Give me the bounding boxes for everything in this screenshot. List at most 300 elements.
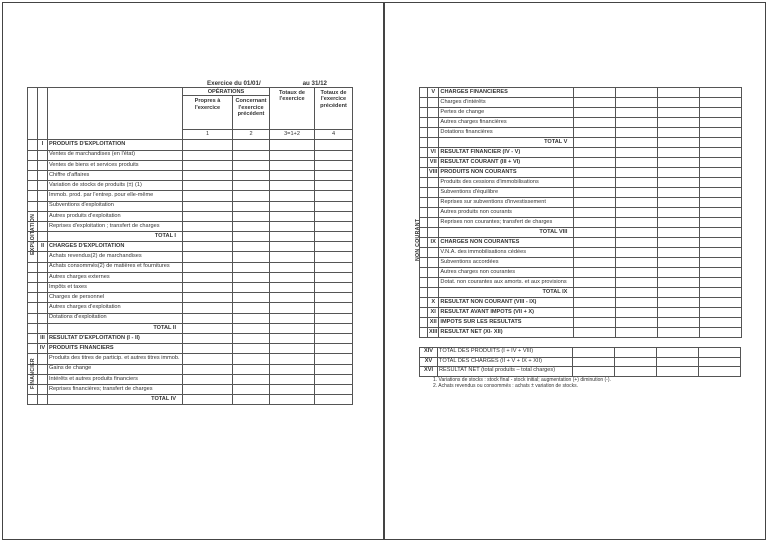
value-cell[interactable]: [315, 293, 353, 303]
left-rows: [28, 140, 353, 405]
value-cell[interactable]: [270, 252, 315, 262]
value-cell[interactable]: [574, 198, 616, 208]
value-cell[interactable]: [658, 288, 700, 298]
value-cell[interactable]: [616, 228, 658, 238]
value-cell[interactable]: [270, 313, 315, 323]
value-cell[interactable]: [574, 288, 616, 298]
table-row: [28, 160, 353, 170]
value-cell[interactable]: [616, 278, 658, 288]
right-page: [384, 2, 766, 540]
value-cell[interactable]: [700, 288, 742, 298]
value-cell[interactable]: [700, 138, 742, 148]
value-cell[interactable]: [233, 272, 270, 282]
value-cell[interactable]: [615, 367, 657, 377]
value-cell[interactable]: [616, 158, 658, 168]
value-cell[interactable]: [183, 395, 233, 405]
value-cell[interactable]: [233, 374, 270, 384]
value-cell[interactable]: [574, 128, 616, 138]
value-cell[interactable]: [700, 228, 742, 238]
value-cell[interactable]: [616, 308, 658, 318]
value-cell[interactable]: [616, 298, 658, 308]
table-row: [420, 218, 742, 228]
roman-numeral: IV: [38, 344, 48, 354]
value-cell[interactable]: [233, 344, 270, 354]
value-cell[interactable]: [658, 278, 700, 288]
value-cell[interactable]: [616, 318, 658, 328]
value-cell[interactable]: [700, 148, 742, 158]
roman-numeral: [428, 258, 439, 268]
value-cell[interactable]: [315, 262, 353, 272]
value-cell[interactable]: [658, 188, 700, 198]
value-cell[interactable]: [183, 283, 233, 293]
value-cell[interactable]: [700, 158, 742, 168]
row-label: RESULTAT AVANT IMPOTS (VII + X): [439, 308, 574, 318]
value-cell[interactable]: [616, 108, 658, 118]
value-cell[interactable]: [700, 218, 742, 228]
value-cell[interactable]: [183, 201, 233, 211]
table-row: [28, 313, 353, 323]
side-label-exploitation: EXPLOITATION: [30, 213, 36, 255]
value-cell[interactable]: [183, 232, 233, 242]
value-cell[interactable]: [573, 348, 615, 358]
roman-numeral: [38, 181, 48, 191]
value-cell[interactable]: [616, 88, 658, 98]
value-cell[interactable]: [270, 293, 315, 303]
income-statement-table-right: [419, 87, 742, 338]
value-cell[interactable]: [270, 181, 315, 191]
value-cell[interactable]: [658, 108, 700, 118]
roman-numeral: [428, 138, 439, 148]
value-cell[interactable]: [616, 328, 658, 338]
value-cell[interactable]: [616, 208, 658, 218]
value-cell[interactable]: [700, 188, 742, 198]
value-cell[interactable]: [574, 308, 616, 318]
value-cell[interactable]: [183, 272, 233, 282]
left-page: [2, 2, 384, 540]
value-cell[interactable]: [270, 140, 315, 150]
value-cell[interactable]: [315, 221, 353, 231]
value-cell[interactable]: [616, 138, 658, 148]
value-cell[interactable]: [574, 238, 616, 248]
value-cell[interactable]: [700, 108, 742, 118]
value-cell[interactable]: [233, 252, 270, 262]
row-label: Gains de change: [48, 364, 183, 374]
value-cell[interactable]: [233, 293, 270, 303]
value-cell[interactable]: [270, 395, 315, 405]
row-label: Subventions accordées: [439, 258, 574, 268]
value-cell[interactable]: [233, 262, 270, 272]
value-cell[interactable]: [270, 384, 315, 394]
roman-numeral: [38, 211, 48, 221]
value-cell[interactable]: [183, 323, 233, 333]
value-cell[interactable]: [233, 303, 270, 313]
value-cell[interactable]: [574, 258, 616, 268]
value-cell[interactable]: [700, 328, 742, 338]
value-cell[interactable]: [315, 160, 353, 170]
value-cell[interactable]: [315, 323, 353, 333]
value-cell[interactable]: [616, 148, 658, 158]
value-cell[interactable]: [573, 357, 615, 367]
value-cell[interactable]: [658, 98, 700, 108]
value-cell[interactable]: [700, 258, 742, 268]
value-cell[interactable]: [658, 218, 700, 228]
value-cell[interactable]: [615, 357, 657, 367]
row-label: RESULTAT NET (XI- XII): [439, 328, 574, 338]
value-cell[interactable]: [183, 140, 233, 150]
value-cell[interactable]: [658, 258, 700, 268]
table-row: [28, 252, 353, 262]
value-cell[interactable]: [233, 364, 270, 374]
value-cell[interactable]: [233, 160, 270, 170]
side-cell: [420, 268, 428, 278]
footnote-2: 2. Achats revendus ou consommés : achats ± variation de stocks.: [433, 383, 579, 390]
value-cell[interactable]: [574, 328, 616, 338]
value-cell[interactable]: [270, 201, 315, 211]
row-label: Immob. prod. par l'entrep. pour elle-même: [48, 191, 183, 201]
value-cell[interactable]: [183, 262, 233, 272]
value-cell[interactable]: [315, 181, 353, 191]
value-cell[interactable]: [183, 181, 233, 191]
value-cell[interactable]: [270, 344, 315, 354]
table-row: [420, 288, 742, 298]
value-cell[interactable]: [616, 168, 658, 178]
value-cell[interactable]: [233, 181, 270, 191]
row-label: Variation de stocks de produits (±) (1): [48, 181, 183, 191]
side-cell: [28, 150, 38, 160]
total-label: TOTAL I: [48, 232, 183, 242]
value-cell[interactable]: [315, 191, 353, 201]
value-cell[interactable]: [270, 232, 315, 242]
value-cell[interactable]: [658, 228, 700, 238]
value-cell[interactable]: [574, 138, 616, 148]
side-cell: [28, 191, 38, 201]
side-cell: [28, 283, 38, 293]
table-row: [420, 188, 742, 198]
row-label: Reprises non courantes; transfert de charges: [439, 218, 574, 228]
value-cell[interactable]: [658, 208, 700, 218]
value-cell[interactable]: [315, 150, 353, 160]
value-cell[interactable]: [315, 354, 353, 364]
total-label: TOTAL IX: [439, 288, 574, 298]
value-cell[interactable]: [658, 298, 700, 308]
value-cell[interactable]: [616, 268, 658, 278]
value-cell[interactable]: [616, 128, 658, 138]
table-row: [420, 208, 742, 218]
value-cell[interactable]: [700, 248, 742, 258]
row-label: CHARGES D'EXPLOITATION: [48, 242, 183, 252]
value-cell[interactable]: [183, 242, 233, 252]
value-cell[interactable]: [270, 303, 315, 313]
value-cell[interactable]: [183, 221, 233, 231]
side-cell: [420, 158, 428, 168]
value-cell[interactable]: [700, 318, 742, 328]
value-cell[interactable]: [270, 221, 315, 231]
side-cell: [420, 138, 428, 148]
value-cell[interactable]: [658, 138, 700, 148]
row-label: Subventions d'équilibre: [439, 188, 574, 198]
value-cell[interactable]: [574, 318, 616, 328]
side-cell: [28, 323, 38, 333]
row-label: Reprises sur subventions d'investissement: [439, 198, 574, 208]
value-cell[interactable]: [574, 158, 616, 168]
value-cell[interactable]: [658, 198, 700, 208]
right-table-wrap: [419, 87, 742, 338]
table-row: [28, 344, 353, 354]
value-cell[interactable]: [700, 298, 742, 308]
income-statement-table-left: [27, 87, 353, 405]
value-cell[interactable]: [315, 252, 353, 262]
value-cell[interactable]: [315, 201, 353, 211]
value-cell[interactable]: [233, 221, 270, 231]
table-row: [420, 318, 742, 328]
value-cell[interactable]: [270, 354, 315, 364]
value-cell[interactable]: [658, 238, 700, 248]
value-cell[interactable]: [315, 303, 353, 313]
table-row: [420, 258, 742, 268]
value-cell[interactable]: [183, 364, 233, 374]
side-cell: [28, 262, 38, 272]
value-cell[interactable]: [658, 158, 700, 168]
value-cell[interactable]: [616, 198, 658, 208]
value-cell[interactable]: [233, 170, 270, 180]
value-cell[interactable]: [574, 268, 616, 278]
value-cell[interactable]: [658, 178, 700, 188]
value-cell[interactable]: [233, 150, 270, 160]
value-cell[interactable]: [270, 272, 315, 282]
roman-numeral: [428, 178, 439, 188]
value-cell[interactable]: [270, 191, 315, 201]
value-cell[interactable]: [315, 313, 353, 323]
value-cell[interactable]: [699, 367, 741, 377]
value-cell[interactable]: [658, 328, 700, 338]
value-cell[interactable]: [315, 384, 353, 394]
table-row: [28, 211, 353, 221]
value-cell[interactable]: [658, 168, 700, 178]
value-cell[interactable]: [658, 248, 700, 258]
value-cell[interactable]: [233, 232, 270, 242]
value-cell[interactable]: [574, 228, 616, 238]
row-label: V.N.A. des immobilisations cédées: [439, 248, 574, 258]
value-cell[interactable]: [573, 367, 615, 377]
table-row: [420, 308, 742, 318]
value-cell[interactable]: [315, 170, 353, 180]
value-cell[interactable]: [270, 283, 315, 293]
value-cell[interactable]: [574, 218, 616, 228]
value-cell[interactable]: [616, 178, 658, 188]
value-cell[interactable]: [183, 344, 233, 354]
value-cell[interactable]: [616, 218, 658, 228]
table-row: [420, 298, 742, 308]
value-cell[interactable]: [700, 278, 742, 288]
value-cell[interactable]: [574, 278, 616, 288]
value-cell[interactable]: [233, 140, 270, 150]
roman-numeral: [38, 395, 48, 405]
value-cell[interactable]: [183, 160, 233, 170]
value-cell[interactable]: [315, 242, 353, 252]
value-cell[interactable]: [574, 108, 616, 118]
table-row: [420, 238, 742, 248]
side-label-financier: FINANCIER: [30, 358, 36, 389]
value-cell[interactable]: [183, 384, 233, 394]
value-cell[interactable]: [270, 333, 315, 343]
value-cell[interactable]: [270, 160, 315, 170]
value-cell[interactable]: [270, 323, 315, 333]
value-cell[interactable]: [616, 188, 658, 198]
value-cell[interactable]: [574, 168, 616, 178]
roman-numeral: [428, 98, 439, 108]
value-cell[interactable]: [315, 211, 353, 221]
value-cell[interactable]: [700, 238, 742, 248]
roman-numeral: X: [428, 298, 439, 308]
value-cell[interactable]: [700, 98, 742, 108]
value-cell[interactable]: [270, 262, 315, 272]
value-cell[interactable]: [574, 148, 616, 158]
value-cell[interactable]: [183, 354, 233, 364]
value-cell[interactable]: [574, 298, 616, 308]
side-cell: [420, 188, 428, 198]
total-label: TOTAL V: [439, 138, 574, 148]
value-cell[interactable]: [183, 293, 233, 303]
value-cell[interactable]: [183, 303, 233, 313]
roman-numeral: XI: [428, 308, 439, 318]
value-cell[interactable]: [658, 308, 700, 318]
value-cell[interactable]: [616, 248, 658, 258]
side-cell: [420, 278, 428, 288]
value-cell[interactable]: [233, 242, 270, 252]
roman-numeral: [38, 232, 48, 242]
value-cell[interactable]: [270, 364, 315, 374]
value-cell[interactable]: [699, 357, 741, 367]
value-cell[interactable]: [616, 238, 658, 248]
value-cell[interactable]: [700, 168, 742, 178]
roman-numeral: [38, 323, 48, 333]
roman-numeral: VIII: [428, 168, 439, 178]
value-cell[interactable]: [574, 188, 616, 198]
value-cell[interactable]: [183, 313, 233, 323]
table-row: [28, 232, 353, 242]
value-cell[interactable]: [574, 118, 616, 128]
side-cell: [28, 170, 38, 180]
value-cell[interactable]: [658, 118, 700, 128]
value-cell[interactable]: [183, 150, 233, 160]
value-cell[interactable]: [700, 308, 742, 318]
value-cell[interactable]: [270, 150, 315, 160]
value-cell[interactable]: [183, 333, 233, 343]
value-cell[interactable]: [616, 98, 658, 108]
row-label: RESULTAT COURANT (III + VI): [439, 158, 574, 168]
side-cell: [420, 318, 428, 328]
row-label: Produits des cessions d'immobilisations: [439, 178, 574, 188]
value-cell[interactable]: [270, 242, 315, 252]
col-num-4: 4: [315, 130, 353, 140]
value-cell[interactable]: [315, 374, 353, 384]
value-cell[interactable]: [574, 178, 616, 188]
value-cell[interactable]: [657, 367, 699, 377]
value-cell[interactable]: [183, 252, 233, 262]
roman-numeral: [428, 278, 439, 288]
value-cell[interactable]: [700, 178, 742, 188]
value-cell[interactable]: [183, 211, 233, 221]
value-cell[interactable]: [615, 348, 657, 358]
roman-numeral: XIII: [428, 328, 439, 338]
value-cell[interactable]: [657, 348, 699, 358]
roman-numeral: XIV: [420, 348, 438, 358]
value-cell[interactable]: [574, 88, 616, 98]
value-cell[interactable]: [233, 395, 270, 405]
value-cell[interactable]: [270, 374, 315, 384]
value-cell[interactable]: [183, 374, 233, 384]
value-cell[interactable]: [315, 283, 353, 293]
value-cell[interactable]: [700, 88, 742, 98]
value-cell[interactable]: [270, 211, 315, 221]
value-cell[interactable]: [658, 88, 700, 98]
value-cell[interactable]: [315, 364, 353, 374]
value-cell[interactable]: [657, 357, 699, 367]
value-cell[interactable]: [233, 384, 270, 394]
value-cell[interactable]: [574, 208, 616, 218]
table-row: [420, 98, 742, 108]
value-cell[interactable]: [315, 272, 353, 282]
table-row: [420, 168, 742, 178]
value-cell[interactable]: [233, 191, 270, 201]
exercise-end: au 31/12: [302, 80, 327, 87]
value-cell[interactable]: [658, 128, 700, 138]
value-cell[interactable]: [700, 198, 742, 208]
row-label: Autres charges externes: [48, 272, 183, 282]
value-cell[interactable]: [315, 344, 353, 354]
value-cell[interactable]: [700, 208, 742, 218]
value-cell[interactable]: [233, 313, 270, 323]
side-cell: [28, 181, 38, 191]
value-cell[interactable]: [315, 333, 353, 343]
value-cell[interactable]: [700, 128, 742, 138]
value-cell[interactable]: [315, 140, 353, 150]
value-cell[interactable]: [616, 258, 658, 268]
value-cell[interactable]: [658, 268, 700, 278]
roman-numeral: [38, 201, 48, 211]
value-cell[interactable]: [233, 283, 270, 293]
value-cell[interactable]: [315, 395, 353, 405]
value-cell[interactable]: [700, 268, 742, 278]
roman-numeral: [38, 303, 48, 313]
value-cell[interactable]: [270, 170, 315, 180]
table-row: [28, 395, 353, 405]
value-cell[interactable]: [183, 191, 233, 201]
value-cell[interactable]: [574, 248, 616, 258]
value-cell[interactable]: [574, 98, 616, 108]
value-cell[interactable]: [658, 148, 700, 158]
value-cell[interactable]: [233, 333, 270, 343]
roman-numeral: [428, 228, 439, 238]
side-cell: [420, 98, 428, 108]
value-cell[interactable]: [616, 118, 658, 128]
value-cell[interactable]: [658, 318, 700, 328]
value-cell[interactable]: [233, 201, 270, 211]
value-cell[interactable]: [315, 232, 353, 242]
value-cell[interactable]: [183, 170, 233, 180]
value-cell[interactable]: [233, 211, 270, 221]
side-cell: [420, 198, 428, 208]
value-cell[interactable]: [700, 118, 742, 128]
value-cell[interactable]: [616, 288, 658, 298]
value-cell[interactable]: [699, 348, 741, 358]
value-cell[interactable]: [233, 354, 270, 364]
table-row: [420, 158, 742, 168]
table-row: [420, 278, 742, 288]
roman-numeral: XV: [420, 357, 438, 367]
row-label: RESULTAT NET (total produits – total charges): [438, 367, 573, 377]
value-cell[interactable]: [233, 323, 270, 333]
